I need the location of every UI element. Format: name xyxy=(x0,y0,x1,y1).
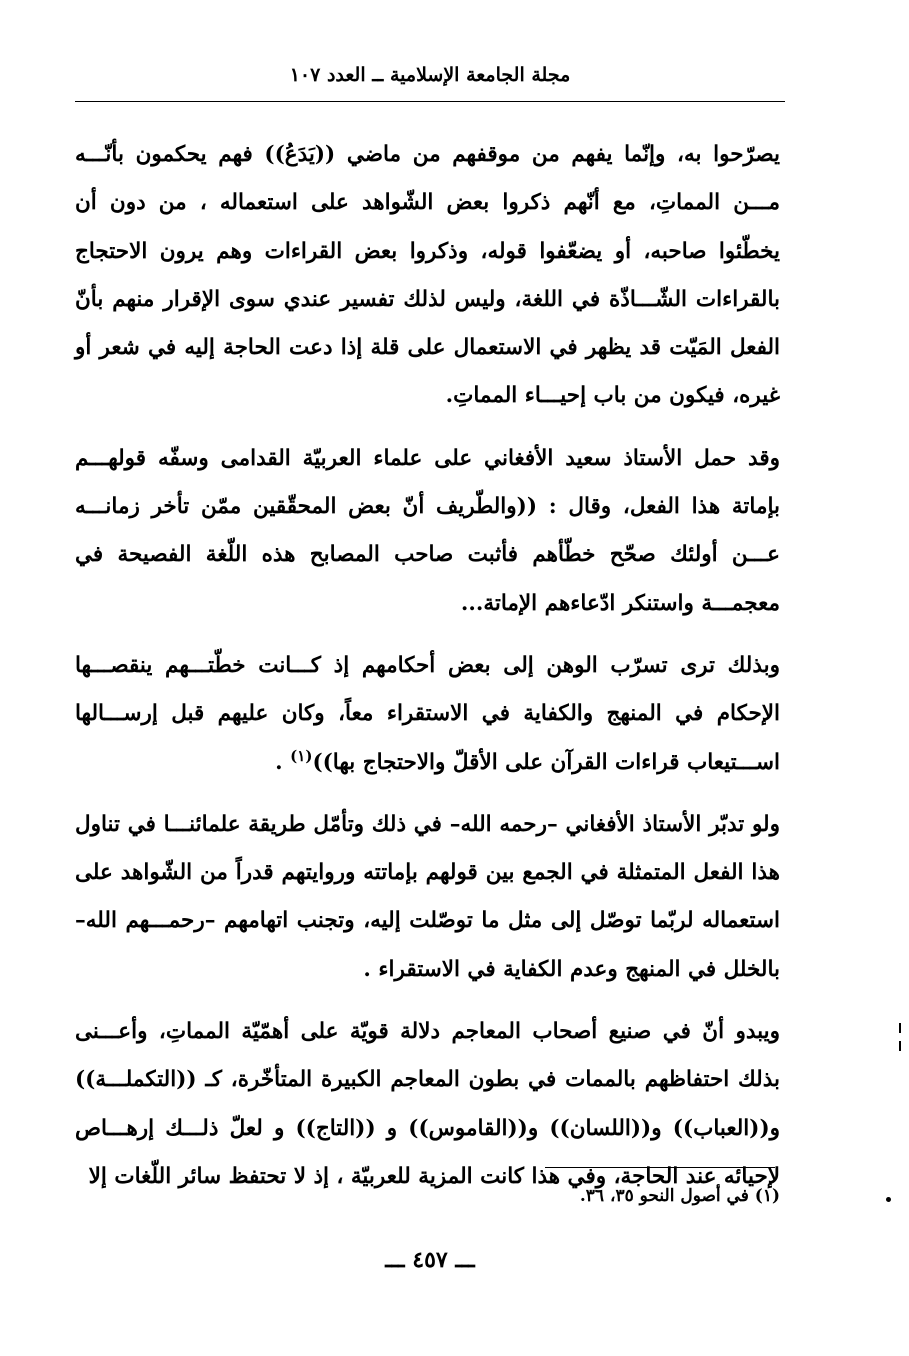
footnote-rule xyxy=(545,1167,775,1168)
page-number: ـــ ٤٥٧ ـــ xyxy=(385,1247,475,1273)
scan-dot xyxy=(886,1197,891,1202)
scan-mark xyxy=(899,1041,901,1051)
paragraph-5: ويبدو أنّ في صنيع أصحاب المعاجم دلالة قويّة على أهمّيّة المماتِ، وأعـــنى بذلك احتفاظهم بالممات في بطون المعاجم الكبيرة المتأخّرة، كـ ((التكملـــة)) و((العباب)) و((اللسان)) و((القاموس)) و ((التاج)) و لعلّ ذلـــك إرهـــاص لإحيائه عند الحاجة، وفي هذا كانت المزية للعربيّة ، إذ لا تحتفظ سائر اللّغات إلا xyxy=(75,1019,780,1189)
paragraph-gap xyxy=(75,787,780,801)
body-text xyxy=(75,131,780,1201)
paragraph-gap xyxy=(75,628,780,642)
paragraph-3 xyxy=(75,642,780,787)
footnote-marker: (١) xyxy=(290,746,313,765)
paragraph-2: وقد حمل الأستاذ سعيد الأفغاني على علماء العربيّة القدامى وسفّه قولهـــم بإماتة هذا الفعل، وقال : ((والطّريف أنّ بعض المحقّقين ممّن تأخر زمانـــه عـــن أولئك صحّح خطّأهم فأثبت صاحب المصابح هذه اللّغة الفصيحة في معجمـــة واستنكر ادّعاءهم الإماتة... xyxy=(75,445,780,616)
header-rule xyxy=(75,101,785,102)
paragraph-4: ولو تدبّر الأستاذ الأفغاني –رحمه الله– في ذلك وتأمّل طريقة علمائنـــا في تناول هذا الفعل المتمثلة في الجمع بين قولهم بإماتته وروايتهم قدراً من الشّواهد على استعماله لربّما توصّل إلى مثل ما توصّلت إليه، وتجنب اتهامهم –رحمـــهم الله– بالخلل في المنهج وعدم الكفاية في الاستقراء . xyxy=(75,811,780,982)
scan-mark xyxy=(899,1023,901,1033)
paragraph-1: يصرّحوا به، وإنّما يفهم من موقفهم من ماضي ((يَدَعُ)) فهم يحكمون بأنّـــه مـــن المماتِ، مع أنّهم ذكروا بعض الشّواهد على استعماله ، من دون أن يخطّئوا صاحبه، أو يضعّفوا قوله، وذكروا بعض القراءات وهم يرون الاحتجاج بالقراءات الشّـــاذّة في اللغة، وليس لذلك تفسير عندي سوى الإقرار منهم بأنّ الفعل المَيّت قد يظهر في الاستعمال على قلة إذا دعت الحاجة إليه في شعر أو غيره، فيكون من باب إحيـــاء المماتِ. xyxy=(75,142,780,409)
running-header: مجلة الجامعة الإسلامية ــ العدد ١٠٧ xyxy=(289,64,571,86)
footnote: (١) في أصول النحو ٣٥، ٣٦. xyxy=(579,1186,780,1206)
paragraph-3-end: . xyxy=(275,749,283,775)
paragraph-3-text: وبذلك ترى تسرّب الوهن إلى بعض أحكامهم إذ كـــانت خطّتـــهم ينقصـــها الإحكام في المنهج والكفاية في الاستقراء معاً، وكان عليهم قبل إرســـالها اســـتيعاب قراءات القرآن على الأقلّ والاحتجاج بها)) xyxy=(75,652,780,775)
paragraph-gap xyxy=(75,994,780,1008)
paragraph-gap xyxy=(75,421,780,435)
